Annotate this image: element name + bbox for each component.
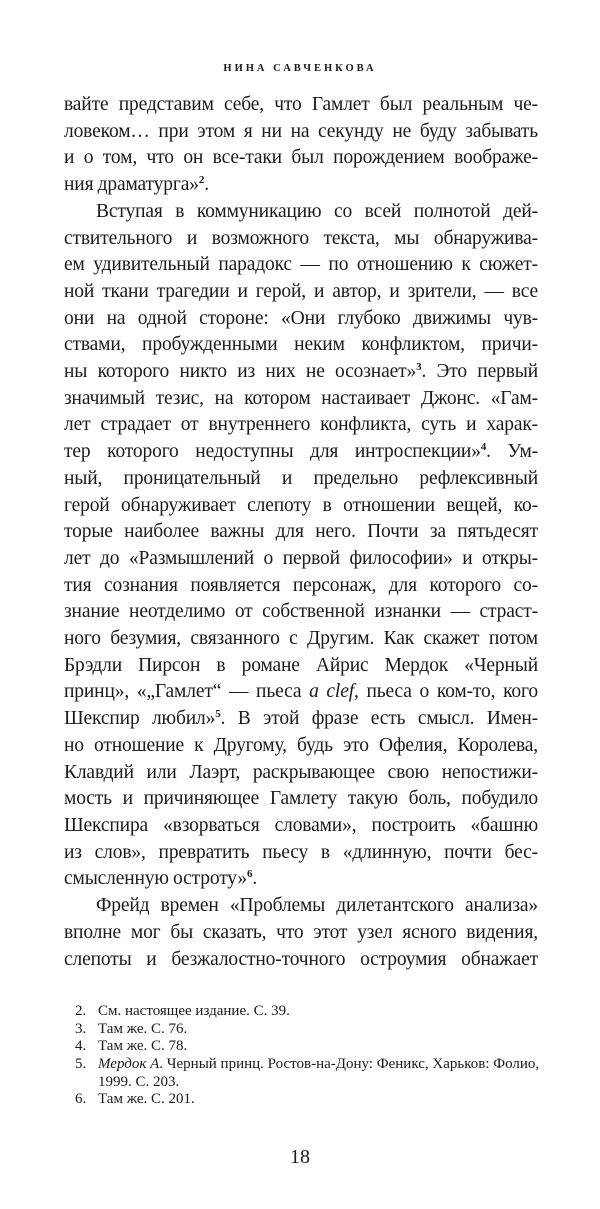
footnote-number: 5.	[75, 1055, 87, 1072]
footnote-ref[interactable]: 3	[416, 361, 422, 374]
text-line: вайте представим себе, что Гамлет был реальным че-	[64, 94, 538, 115]
text-line: ловеком… при этом я ни на секунду не буду забывать	[64, 120, 538, 142]
text-line: Фрейд времен «Проблемы дилетантского анализа»	[96, 895, 538, 917]
footnote-ref[interactable]: 5	[215, 708, 221, 721]
text-line: ный, проницательный и предельно рефлексивный	[64, 467, 538, 489]
footnote-number: 6.	[75, 1091, 87, 1108]
footnote	[75, 1021, 545, 1039]
text-line: значимый тезис, на котором настаивает Джонс. «Гам-	[64, 387, 538, 409]
text-line: герой обнаруживает слепоту в отношении вещей, ко-	[64, 494, 538, 516]
italic-text: Мердок А	[98, 1055, 160, 1072]
footnote-text: Там же. С. 78.	[98, 1038, 188, 1055]
text-line: мость и причиняющее Гамлету такую боль, побудило	[64, 788, 538, 810]
text-line: ния драматурга»$^2$.	[64, 174, 209, 196]
text-line: Шекспир любил»$^5$. В этой фразе есть смысл. Имен-	[64, 708, 538, 730]
paragraph	[64, 199, 538, 893]
footnote-number: 3.	[75, 1020, 87, 1037]
footnote-text: Мердок А. Черный принц. Ростов-на-Дону: Феникс, Харьков: Фолио, 1999. С. 203.	[98, 1055, 540, 1090]
paragraph	[64, 92, 538, 199]
text-line: знание неотделимо от собственной изнанки — страст-	[64, 601, 538, 623]
footnote-ref[interactable]: 4	[480, 441, 487, 454]
footnote-ref[interactable]: 6	[247, 868, 253, 881]
text-line: ного безумия, связанного с Другим. Как скажет потом	[64, 628, 538, 650]
footnotes	[75, 1003, 545, 1109]
footnote	[75, 1091, 545, 1109]
text-line: ем удивительный парадокс — по отношению к сюжет-	[64, 254, 538, 276]
text-line: ствительного и возможного текста, мы обнаружива-	[64, 227, 538, 249]
footnote-text: Там же. С. 76.	[98, 1020, 188, 1037]
running-header: НИНА САВЧЕНКОВА	[223, 63, 377, 74]
footnote	[75, 1056, 545, 1091]
footnote-ref[interactable]: 2	[198, 174, 205, 187]
text-line: лет до «Размышлений о первой философии» и откры-	[64, 547, 538, 569]
text-line: ной ткани трагедии и герой, и автор, и зрители, — все	[64, 280, 538, 302]
text-line: слепоты и безжалостно-точного остроумия обнажает	[64, 948, 538, 970]
text-line: торые наиболее важны для него. Почти за пятьдесят	[64, 521, 538, 543]
text-line: принц», «„Гамлет“ — пьеса a clef, пьеса о ком-то, кого	[64, 681, 538, 703]
text-line: вполне мог бы сказать, что этот узел ясного видения,	[64, 921, 538, 943]
text-line: тия сознания появляется персонаж, для которого со-	[64, 574, 538, 596]
footnote-number: 4.	[75, 1038, 87, 1055]
footnote-number: 2.	[75, 1003, 87, 1020]
text-line: лет страдает от внутреннего конфликта, суть и харак-	[64, 414, 538, 436]
paragraph	[64, 893, 538, 973]
text-line: и о том, что он все-таки был порождением воображе-	[64, 147, 538, 169]
text-line: Брэдли Пирсон в романе Айрис Мердок «Черный	[64, 654, 538, 676]
text-line: Шекспира «взорваться словами», построить «башню	[64, 814, 538, 836]
footnote-text: Там же. С. 201.	[98, 1091, 195, 1108]
text-line: Клавдий или Лаэрт, раскрывающее свою непостижи-	[64, 761, 538, 783]
body-text	[64, 92, 538, 973]
footnote	[75, 1003, 545, 1021]
text-line: из слов», превратить пьесу в «длинную, почти бес-	[64, 841, 538, 863]
text-line: ны которого никто из них не осознает»$^3$. Это первый	[64, 361, 538, 383]
text-line: Вступая в коммуникацию со всей полнотой дей-	[96, 200, 538, 222]
text-line: но отношение к Другому, будь это Офелия, Королева,	[64, 734, 538, 756]
text-line: они на одной стороне: «Они глубоко движимы чув-	[64, 307, 538, 329]
text-line: смысленную остроту»$^6$.	[64, 868, 258, 890]
text-line: тер которого недоступны для интроспекции»$^4$. Ум-	[64, 441, 538, 463]
footnote	[75, 1038, 545, 1056]
footnote-text: См. настоящее издание. С. 39.	[98, 1003, 290, 1020]
text-line: ствами, пробужденными неким конфликтом, причи-	[64, 334, 538, 356]
italic-text: a clef	[309, 681, 354, 703]
page-number: 18	[290, 1145, 310, 1168]
